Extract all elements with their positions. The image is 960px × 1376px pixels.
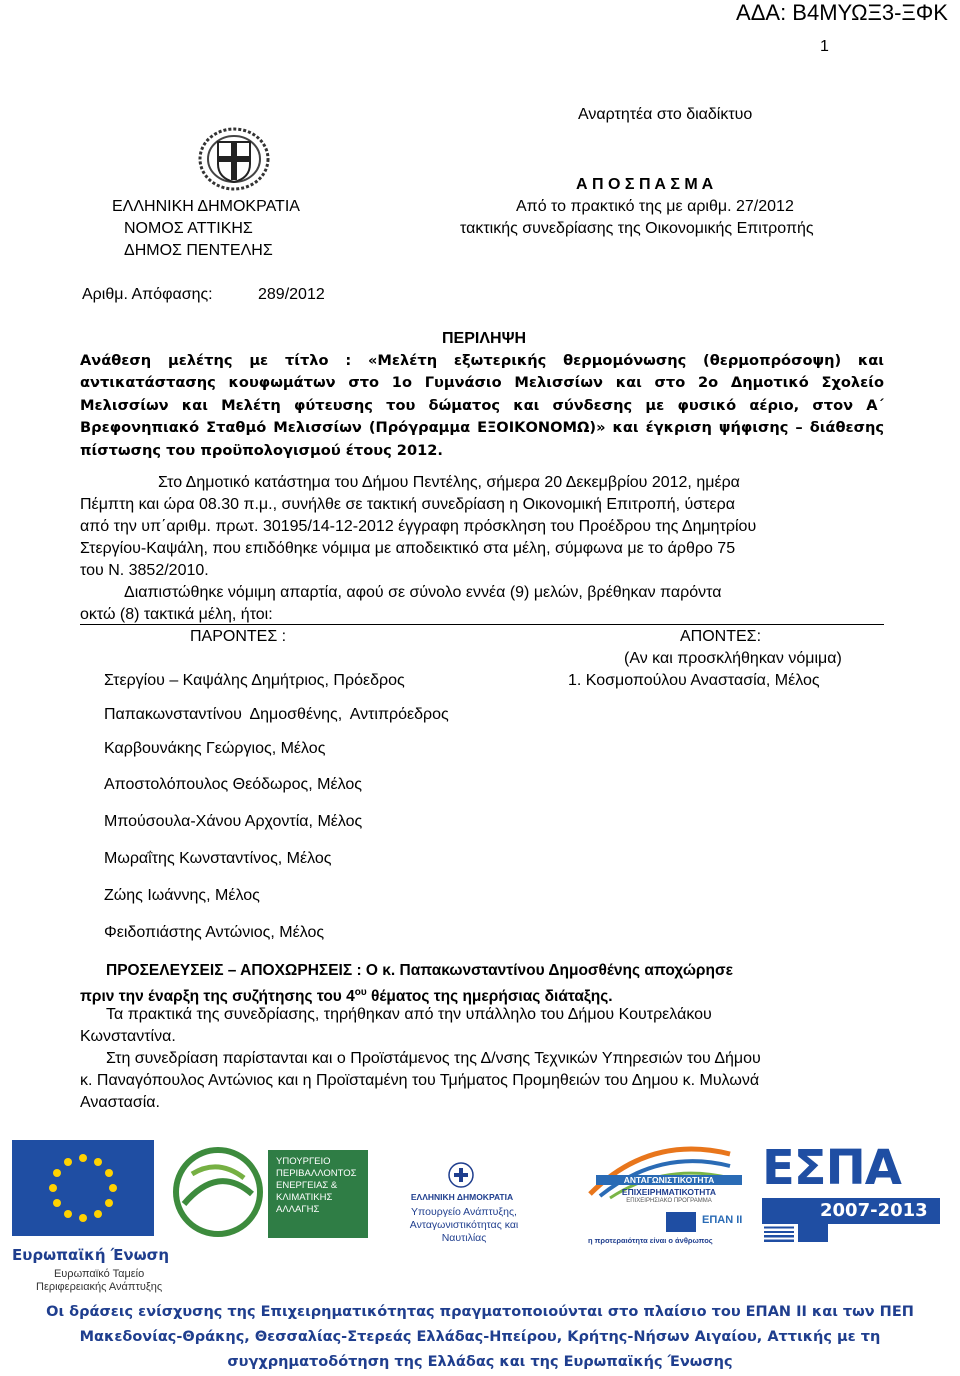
coat-of-arms-icon (196, 126, 272, 192)
attendance-rule (80, 624, 884, 625)
page-number: 1 (820, 38, 829, 55)
ministry-environment-box (268, 1150, 368, 1238)
ministry-dev-line1: Υπουργείο Ανάπτυξης, (411, 1206, 517, 1218)
eu-subtitle (36, 1268, 162, 1294)
ministry-env-line1: ΥΠΟΥΡΓΕΙΟ (276, 1156, 331, 1167)
ministry-development (394, 1206, 534, 1245)
present-member-6: Μωραΐτης Κωνσταντίνος, Μέλος (104, 850, 332, 867)
eu-subtitle-2: Περιφερειακής Ανάπτυξης (36, 1281, 163, 1293)
espa-eu-flag (798, 1222, 828, 1242)
header-municipality: ΔΗΜΟΣ ΠΕΝΤΕΛΗΣ (124, 242, 273, 259)
eu-title: Ευρωπαϊκή Ένωση (12, 1246, 170, 1264)
arrivals-line2-post: θέματος της ημερήσιας διάταξης. (366, 988, 613, 1006)
present-member-7: Ζώης Ιωάννης, Μέλος (104, 887, 260, 904)
decision-number: 289/2012 (258, 286, 325, 303)
epan-eu-flag (666, 1212, 696, 1232)
present-member-2: Παπακωνσταντίνου Δημοσθένης, Αντιπρόεδρος (104, 706, 449, 723)
ministry-environment-logo-icon (170, 1144, 266, 1240)
body-p1-line2: Πέμπτη και ώρα 08.30 π.μ., συνήλθε σε τακτική συνεδρίαση η Οικονομική Επιτροπή, ύστερα (80, 496, 735, 513)
present-member-4: Αποστολόπουλος Θεόδωρος, Μέλος (104, 776, 362, 793)
minutes-number: 27/2012 (736, 198, 794, 215)
footer-line2: Μακεδονίας-Θράκης, Θεσσαλίας-Στερεάς Ελλάδας-Ηπείρου, Κρήτης-Νήσων Αιγαίου, Αττικής με τη (79, 1329, 881, 1345)
posted-note: Αναρτητέα στο διαδίκτυο (578, 106, 753, 123)
footer-line1: Οι δράσεις ενίσχυσης της Επιχειρηματικότητας πραγματοποιούνται στο πλαίσιο του ΕΠΑΝ ΙΙ και των ΠΕΠ (46, 1304, 914, 1320)
eu-stars-icon (12, 1140, 154, 1236)
epan-subtitle: ΕΠΙΧΕΙΡΗΜΑΤΙΚΟΤΗΤΑ (621, 1187, 717, 1197)
body-p2-line2: οκτώ (8) τακτικά μέλη, ήτοι: (80, 606, 273, 623)
minutes-ref (516, 196, 794, 218)
ada-code: ΑΔΑ: Β4ΜΥΩΞ3-ΞΦΚ (736, 0, 948, 25)
doc-type: Α Π Ο Σ Π Α Σ Μ Α (576, 176, 714, 193)
present-member-8: Φειδοπιάστης Αντώνιος, Μέλος (104, 924, 325, 941)
footer-line3: συγχρηματοδότηση της Ελλάδας και της Ευρωπαϊκής Ένωσης (227, 1354, 733, 1370)
espa-years: 2007-2013 (820, 1200, 928, 1221)
ministry-env-line5: ΑΛΛΑΓΗΣ (276, 1204, 320, 1215)
ministry-dev-line2: Ανταγωνιστικότητας και Ναυτιλίας (409, 1219, 519, 1244)
absent-note: (Αν και προσκλήθηκαν νόμιμα) (624, 650, 842, 667)
body-p2-line1: Διαπιστώθηκε νόμιμη απαρτία, αφού σε σύνολο εννέα (9) μελών, βρέθηκαν παρόντα (124, 584, 722, 601)
summary-title: ΠΕΡΙΛΗΨΗ (442, 330, 527, 347)
greek-flag-icon (764, 1222, 794, 1242)
absent-header: ΑΠΟΝΤΕΣ: (680, 628, 762, 645)
ministry-env-line4: ΚΛΙΜΑΤΙΚΗΣ (276, 1192, 333, 1203)
present-member-5: Μπούσουλα-Χάνου Αρχοντία, Μέλος (104, 813, 363, 830)
header-country: ΕΛΛΗΝΙΚΗ ΔΗΜΟΚΡΑΤΙΑ (112, 198, 300, 215)
ministry-env-line2: ΠΕΡΙΒΑΛΛΟΝΤΟΣ (276, 1168, 357, 1179)
epan-title: ΑΝΤΑΓΩΝΙΣΤΙΚΟΤΗΤΑ (596, 1175, 742, 1185)
present-member-1: Στεργίου – Καψάλης Δημήτριος, Πρόεδρος (104, 672, 405, 689)
absent-member-1: 1. Κοσμοπούλου Αναστασία, Μέλος (568, 672, 820, 689)
present-header: ΠΑΡΟΝΤΕΣ : (190, 628, 287, 645)
epan-ii-label: ΕΠΑΝ ΙΙ (702, 1214, 743, 1226)
session-type: τακτικής συνεδρίασης της Οικονομικής Επιτροπής (460, 220, 814, 237)
body-p1-line3: από την υπ΄αριθμ. πρωτ. 30195/14-12-2012 έγγραφη πρόσκληση του Προέδρου της Δημητρίου (80, 518, 757, 535)
decision-label: Αριθμ. Απόφασης: (82, 286, 213, 303)
summary-text: Ανάθεση μελέτης με τίτλο : «Μελέτη εξωτερικής θερμομόνωσης (θερμοπρόσοψη) και αντικατάστασης κουφωμάτων στο 1ο Γυμνάσιο Μελισσίων και στο 2ο Δημοτικό Σχολείο Μελισσίων και Μελέτη φύτευσης του δώματος και σύνδεσης με φυσικό αέριο, στον Α΄ Βρεφονηπιακό Σταθμό Μελισσίων (Πρόγραμμα ΕΞΟΙΚΟΝΟΜΩ)» και έγκριση ψήφισης – διάθεσης πίστωσης του προϋπολογισμού έτους 2012. (80, 352, 884, 459)
espa-logo: ΕΣΠΑ (762, 1140, 901, 1196)
minutes-prefix: Από το πρακτικό της με αριθμ. (516, 198, 732, 215)
hellenic-republic-label: ΕΛΛΗΝΙΚΗ ΔΗΜΟΚΡΑΤΙΑ (410, 1192, 514, 1202)
body-p1-line1: Στο Δημοτικό κατάστημα του Δήμου Πεντέλης, σήμερα 20 Δεκεμβρίου 2012, ημέρα (158, 474, 740, 491)
ministry-env-line3: ΕΝΕΡΓΕΙΑΣ & (276, 1180, 338, 1191)
closing-p1-line1: Τα πρακτικά της συνεδρίασης, τηρήθηκαν από την υπάλληλο του Δήμου Κουτρελάκου (106, 1006, 712, 1023)
greek-emblem-icon (448, 1162, 474, 1188)
present-member-3: Καρβουνάκης Γεώργιος, Μέλος (104, 740, 326, 757)
closing-p2-line1: Στη συνεδρίαση παρίστανται και ο Προϊστάμενος της Δ/νσης Τεχνικών Υπηρεσιών του Δήμου (106, 1050, 761, 1067)
closing-p2-line3: Αναστασία. (80, 1094, 160, 1111)
arrivals-line1: ΠΡΟΣΕΛΕΥΣΕΙΣ – ΑΠΟΧΩΡΗΣΕΙΣ : Ο κ. Παπακωνσταντίνου Δημοσθένης αποχώρησε (106, 962, 733, 979)
arrivals-sup: ου (354, 987, 367, 998)
epan-program: ΕΠΙΧΕΙΡΗΣΙΑΚΟ ΠΡΟΓΡΑΜΜΑ (626, 1198, 712, 1204)
arrivals-line2-pre: πριν την έναρξη της συζήτησης του 4 (80, 988, 355, 1006)
closing-p2-line2: κ. Παναγόπουλος Αντώνιος και η Προϊσταμένη του Τμήματος Προμηθειών του Δημου κ. Μυλωνά (80, 1072, 760, 1089)
eu-subtitle-1: Ευρωπαϊκό Ταμείο (53, 1268, 145, 1280)
epan-tagline: η προτεραιότητα είναι ο άνθρωπος (588, 1236, 713, 1245)
closing-p1-line2: Κωνσταντίνα. (80, 1028, 176, 1045)
eu-flag (12, 1140, 154, 1236)
body-p1-line4: Στεργίου-Καψάλη, που επιδόθηκε νόμιμα με αποδεικτικό στα μέλη, σύμφωνα με το άρθρο 75 (80, 540, 736, 557)
header-prefecture: ΝΟΜΟΣ ΑΤΤΙΚΗΣ (124, 220, 253, 237)
body-p1-line5: του Ν. 3852/2010. (80, 562, 209, 579)
